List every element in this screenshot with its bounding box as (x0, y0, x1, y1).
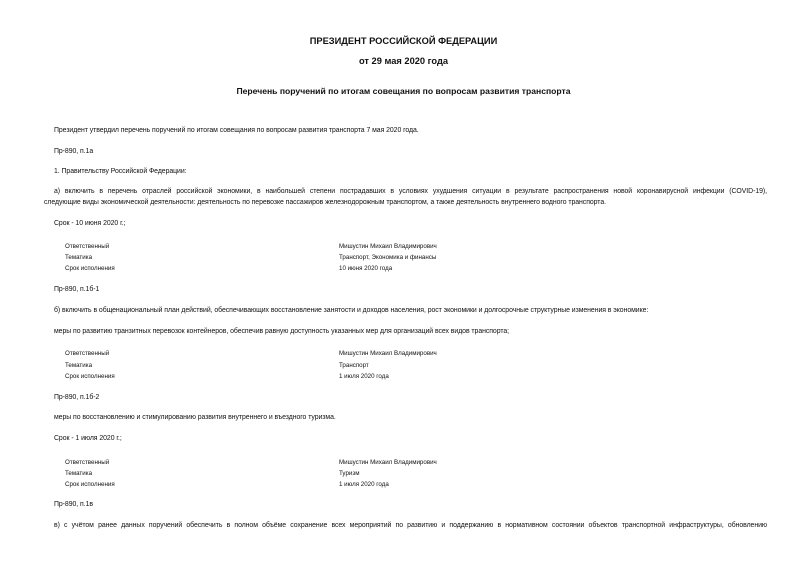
paragraph-line: а) включить в перечень отраслей российской экономики, в наибольшей степени пострадавших в условиях ухудшения ситуации в результате распространения новой коронавирусной инфекции (COVID-19), (54, 188, 767, 195)
document-issuer: ПРЕЗИДЕНТ РОССИЙСКОЙ ФЕДЕРАЦИИ (309, 36, 498, 46)
order-code: Пр-890, п.1б-1 (54, 286, 100, 293)
meta-label: Тематика (65, 470, 93, 477)
document-date: от 29 мая 2020 года (358, 56, 449, 66)
document-subject: Перечень поручений по итогам совещания по вопросам развития транспорта (236, 86, 571, 96)
meta-value: Мишустин Михаил Владимирович (339, 459, 437, 466)
meta-value: 1 июля 2020 года (339, 481, 389, 488)
deadline-text: Срок - 1 июля 2020 г.; (54, 435, 122, 442)
meta-value: Мишустин Михаил Владимирович (339, 350, 437, 357)
meta-value: 10 июня 2020 года (339, 265, 393, 272)
paragraph: меры по восстановлению и стимулированию развития внутреннего и въездного туризма. (54, 414, 336, 421)
meta-label: Тематика (65, 254, 93, 261)
intro-paragraph: Президент утвердил перечень поручений по итогам совещания по вопросам развития транспорта 7 мая 2020 года. (54, 127, 419, 134)
meta-value: 1 июля 2020 года (339, 373, 389, 380)
order-code: Пр-890, п.1в (54, 501, 93, 508)
meta-label: Тематика (65, 362, 93, 369)
paragraph: б) включить в общенациональный план действий, обеспечивающих восстановление занятости и доходов населения, рост экономики и долгосрочные структурные изменения в экономике: (54, 307, 649, 314)
paragraph: меры по развитию транзитных перевозок контейнеров, обеспечив равную доступность указанных мер для организаций всех видов транспорта; (54, 328, 510, 335)
meta-label: Ответственный (65, 350, 110, 357)
meta-label: Ответственный (65, 243, 110, 250)
paragraph-line: в) с учётом ранее данных поручений обеспечить в полном объёме сохранение всех мероприятий по развитию и поддержанию в нормативном состоянии объектов транспортной инфраструктуры, обновлению (54, 522, 767, 529)
meta-label: Срок исполнения (65, 373, 115, 380)
meta-label: Срок исполнения (65, 265, 115, 272)
paragraph-line: следующие виды экономической деятельности: деятельность по перевозке пассажиров железнодорожным транспортом, а также деятельность внутреннего водного транспорта. (44, 199, 606, 206)
meta-value: Транспорт (339, 362, 369, 369)
meta-label: Ответственный (65, 459, 110, 466)
meta-value: Транспорт, Экономика и финансы (339, 254, 437, 261)
section-heading: 1. Правительству Российской Федерации: (54, 168, 187, 175)
deadline-text: Срок - 10 июня 2020 г.; (54, 220, 126, 227)
meta-value: Мишустин Михаил Владимирович (339, 243, 437, 250)
order-code: Пр-890, п.1б-2 (54, 394, 100, 401)
meta-value: Туризм (339, 470, 360, 477)
meta-label: Срок исполнения (65, 481, 115, 488)
order-code: Пр-890, п.1а (54, 148, 94, 155)
